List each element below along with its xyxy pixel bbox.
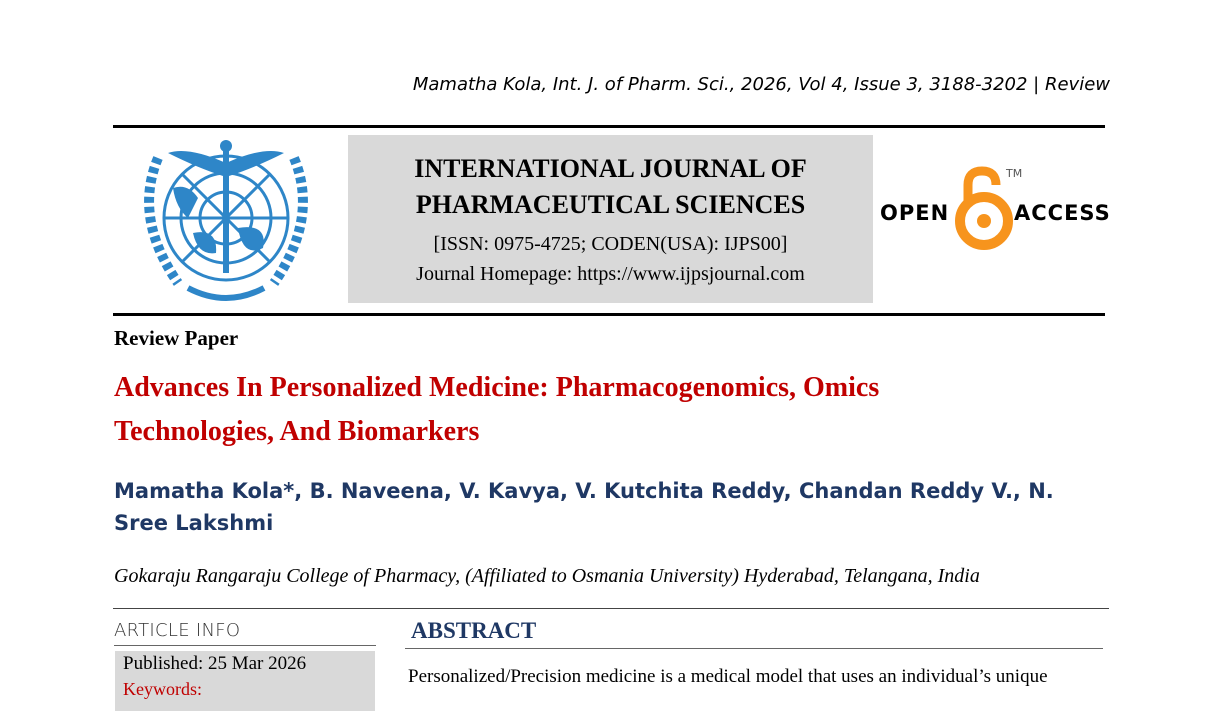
paper-type: Review Paper	[114, 326, 239, 350]
article-info-heading: ARTICLE INFO	[114, 620, 241, 641]
section-rule	[113, 608, 1109, 609]
journal-issn: [ISSN: 0975-4725; CODEN(USA): IJPS00]	[433, 233, 788, 255]
keywords-label: Keywords:	[123, 679, 202, 699]
citation-header: Mamatha Kola, Int. J. of Pharm. Sci., 2026, Vol 4, Issue 3, 3188-3202 | Review	[412, 74, 1110, 95]
trademark: TM	[1006, 167, 1023, 180]
article-info-rule	[114, 645, 376, 646]
abstract-text: Personalized/Precision medicine is a medical model that uses an individual’s unique	[408, 666, 1048, 687]
access-text: ACCESS	[1014, 201, 1111, 225]
top-rule	[113, 125, 1105, 128]
journal-title-line2: PHARMACEUTICAL SCIENCES	[415, 190, 806, 219]
journal-title-box	[348, 135, 873, 303]
open-access-logo	[880, 165, 1110, 255]
open-lock-icon	[954, 165, 1014, 251]
authors: Mamatha Kola*, B. Naveena, V. Kavya, V. Kutchita Reddy, Chandan Reddy V., N. Sree Lakshmi	[114, 479, 1054, 535]
open-text: OPEN	[880, 201, 950, 225]
journal-homepage[interactable]: Journal Homepage: https://www.ijpsjournal.com	[416, 263, 805, 285]
journal-emblem-icon	[128, 138, 324, 306]
abstract-heading: ABSTRACT	[411, 618, 537, 643]
journal-title-line1: INTERNATIONAL JOURNAL OF	[414, 154, 807, 183]
title-line1: Advances In Personalized Medicine: Pharmacogenomics, Omics	[114, 372, 880, 403]
abstract-rule	[405, 648, 1103, 649]
affiliation: Gokaraju Rangaraju College of Pharmacy, (Affiliated to Osmania University) Hyderabad, Telangana, India	[114, 565, 980, 587]
published-date: Published: 25 Mar 2026	[123, 653, 307, 674]
header-bottom-rule	[113, 313, 1105, 316]
paper-title	[114, 366, 1114, 454]
title-line2: Technologies, And Biomarkers	[114, 416, 480, 447]
